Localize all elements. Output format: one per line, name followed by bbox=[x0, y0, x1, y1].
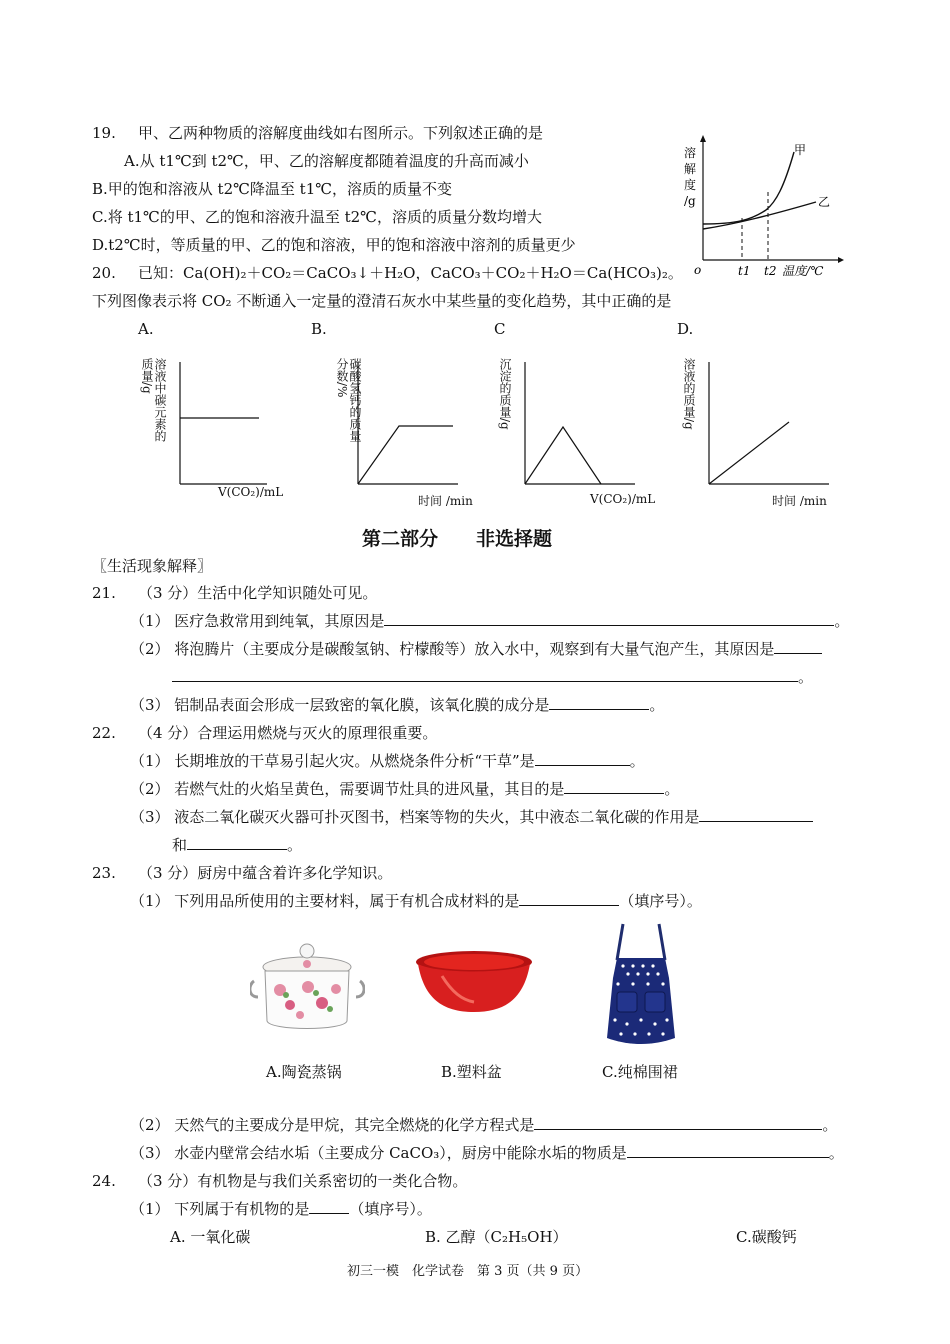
q23-sub2: （2） 天然气的主要成分是甲烷，其完全燃烧的化学方程式是 。 bbox=[130, 1116, 838, 1134]
section-label: 〖生活现象解释〗 bbox=[92, 557, 213, 575]
graph-c-line bbox=[525, 427, 601, 484]
graph-xlabel: 温度/℃ bbox=[782, 264, 824, 278]
page-footer: 初三一模 化学试卷 第 3 页（共 9 页） bbox=[347, 1264, 589, 1279]
graph-c bbox=[520, 360, 640, 490]
q22-blank-2[interactable] bbox=[564, 779, 664, 794]
q24-option-a: A. 一氧化碳 bbox=[170, 1228, 251, 1246]
graph-d-line bbox=[709, 422, 789, 484]
part2-title: 第二部分 非选择题 bbox=[362, 528, 553, 550]
q21-blank-3[interactable] bbox=[549, 695, 649, 710]
graph-c-xlabel: V(CO₂)/mL bbox=[590, 492, 656, 506]
q23-blank-2[interactable] bbox=[534, 1115, 822, 1130]
q24-option-b: B. 乙醇（C₂H₅OH） bbox=[425, 1228, 568, 1246]
q21-sub2: （2） 将泡腾片（主要成分是碳酸氢钠、柠檬酸等）放入水中，观察到有大量气泡产生，其原因是 bbox=[130, 639, 822, 659]
q21-blank-2a[interactable] bbox=[774, 639, 822, 654]
q21-stem: 21. （3 分）生活中化学知识随处可见。 bbox=[92, 584, 378, 602]
q20-option-d-label: D. bbox=[677, 320, 694, 338]
q19-option-a: A.从 t1℃到 t2℃，甲、乙的溶解度都随着温度的升高而减小 bbox=[124, 152, 529, 170]
graph-c-ylabel: 沉淀的质量/g bbox=[498, 358, 512, 430]
graph-a-ylabel: 溶液中碳元素的质量/g bbox=[140, 358, 167, 442]
q22-sub1: （1） 长期堆放的干草易引起火灾。从燃烧条件分析“干草”是 。 bbox=[130, 752, 645, 770]
q21-blank-2b[interactable] bbox=[172, 667, 798, 682]
q23-sub3: （3） 水壶内壁常会结水垢（主要成分 CaCO₃），厨房中能除水垢的物质是 。 bbox=[130, 1144, 844, 1162]
q22-blank-3b[interactable] bbox=[187, 835, 287, 850]
curve-label-yi: 乙 bbox=[818, 195, 831, 209]
q20-stem2: 下列图像表示将 CO₂ 不断通入一定量的澄清石灰水中某些量的变化趋势，其中正确的是 bbox=[92, 292, 672, 310]
curve-jia bbox=[703, 152, 794, 224]
q22-sub2: （2） 若燃气灶的火焰呈黄色，需要调节灶具的进风量，其目的是 。 bbox=[130, 780, 680, 798]
graph-d-ylabel: 溶液的质量/g bbox=[682, 358, 696, 430]
q22-blank-1[interactable] bbox=[535, 751, 630, 766]
q20-stem: 20. 已知：Ca(OH)₂＋CO₂＝CaCO₃↓＋H₂O，CaCO₃＋CO₂＋H₂O＝Ca(HCO₃)₂。 bbox=[92, 264, 683, 282]
q23-blank-1[interactable] bbox=[519, 891, 619, 906]
q23-item-b: B.塑料盆 bbox=[441, 1063, 502, 1081]
q19-stem: 19. 甲、乙两种物质的溶解度曲线如右图所示。下列叙述正确的是 bbox=[92, 124, 544, 142]
q24-stem: 24. （3 分）有机物是与我们关系密切的一类化合物。 bbox=[92, 1172, 468, 1190]
svg-text:解: 解 bbox=[684, 162, 697, 176]
cotton-apron-image bbox=[603, 920, 679, 1048]
graph-b bbox=[353, 360, 463, 490]
q23-stem: 23. （3 分）厨房中蕴含着许多化学知识。 bbox=[92, 864, 393, 882]
q22-sub3: （3） 液态二氧化碳灭火器可扑灭图书，档案等物的失火，其中液态二氧化碳的作用是 bbox=[130, 807, 813, 827]
origin-label: o bbox=[694, 263, 702, 277]
q21-sub1: （1） 医疗急救常用到纯氧，其原因是 。 bbox=[130, 612, 850, 630]
q23-blank-3[interactable] bbox=[627, 1143, 829, 1158]
graph-a-xlabel: V(CO₂)/mL bbox=[218, 485, 284, 499]
q22-stem: 22. （4 分）合理运用燃烧与灭火的原理很重要。 bbox=[92, 724, 438, 742]
svg-text:度: 度 bbox=[684, 178, 697, 192]
plastic-basin-image bbox=[412, 948, 537, 1018]
q23-sub1: （1） 下列用品所使用的主要材料，属于有机合成材料的是 （填序号）。 bbox=[130, 892, 702, 910]
q19-option-b: B.甲的饱和溶液从 t2℃降温至 t1℃，溶质的质量不变 bbox=[92, 180, 453, 198]
curve-yi bbox=[703, 202, 816, 229]
solubility-graph bbox=[676, 132, 846, 282]
graph-b-ylabel: 碳酸氢钙的质量分数/% bbox=[335, 358, 362, 442]
curve-label-jia: 甲 bbox=[794, 143, 807, 157]
q21-sub2-cont: 。 bbox=[172, 667, 813, 687]
graph-d bbox=[704, 360, 834, 490]
graph-b-line bbox=[358, 426, 453, 484]
t1-label: t1 bbox=[738, 264, 751, 278]
graph-b-xlabel: 时间 /min bbox=[418, 494, 473, 508]
q22-blank-3a[interactable] bbox=[699, 807, 813, 822]
graph-d-xlabel: 时间 /min bbox=[772, 494, 827, 508]
q24-blank-1[interactable] bbox=[309, 1199, 349, 1214]
q23-item-c: C.纯棉围裙 bbox=[602, 1063, 678, 1081]
q24-sub1: （1） 下列属于有机物的是 （填序号）。 bbox=[130, 1200, 432, 1218]
ceramic-pot-image bbox=[250, 935, 365, 1035]
svg-text:/g: /g bbox=[684, 194, 696, 208]
graph-ylabel-1: 溶 bbox=[684, 146, 697, 160]
t2-label: t2 bbox=[764, 264, 777, 278]
q20-option-a-label: A. bbox=[138, 320, 154, 338]
q19-option-c: C.将 t1℃的甲、乙的饱和溶液升温至 t2℃，溶质的质量分数均增大 bbox=[92, 208, 542, 226]
q22-sub3-cont: 和 。 bbox=[172, 836, 303, 854]
graph-a bbox=[175, 360, 270, 490]
q19-option-d: D.t2℃时，等质量的甲、乙的饱和溶液，甲的饱和溶液中溶剂的质量更少 bbox=[92, 236, 576, 254]
q21-blank-1[interactable] bbox=[384, 611, 834, 626]
q24-option-c: C.碳酸钙 bbox=[736, 1228, 797, 1246]
q21-sub3: （3） 铝制品表面会形成一层致密的氧化膜，该氧化膜的成分是 。 bbox=[130, 696, 665, 714]
q23-item-a: A.陶瓷蒸锅 bbox=[266, 1063, 342, 1081]
q20-option-b-label: B. bbox=[311, 320, 327, 338]
q20-option-c-label: C bbox=[494, 320, 506, 338]
